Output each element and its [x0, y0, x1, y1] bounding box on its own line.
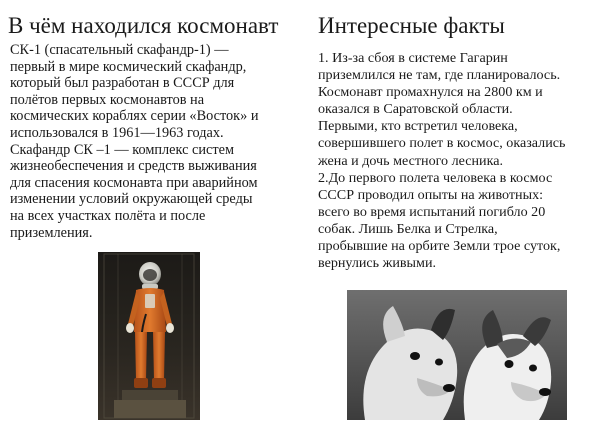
text-line: 1. Из-за сбоя в системе Гагарин	[318, 50, 508, 66]
text-line: пробывшие на орбите Земли трое суток,	[318, 238, 561, 255]
text-line: вернулись живыми.	[318, 255, 437, 272]
text-line: для спасения космонавта при аварийном	[10, 174, 258, 191]
text-line: жизнеобеспечения и средств выживания	[10, 158, 257, 175]
text-line: Космонавт промахнулся на 2800 км и	[318, 84, 543, 101]
text-line: космических кораблях серии «Восток» и	[10, 108, 259, 125]
text-line: собак. Лишь Белка и Стрелка,	[318, 220, 498, 237]
text-line: всего во время испытаний погибло 20	[318, 203, 546, 220]
text-line: Первыми, кто встретил человека,	[318, 118, 518, 135]
text-line: совершившего полет в космос, оказались	[318, 135, 566, 152]
spacesuit-photo	[98, 252, 200, 420]
text-line: Скафандр СК –1 — комплекс систем	[10, 141, 235, 158]
text-line: первый в мире космический скафандр,	[10, 58, 247, 75]
text-line: жена и дочь местного лесника.	[318, 152, 504, 169]
text-line: СК-1 (спасательный скафандр-1) —	[10, 42, 229, 58]
text-line: приземления.	[10, 224, 93, 241]
left-column-title: В чём находился космонавт	[8, 13, 279, 38]
text-line: СССР проводил опыты на животных:	[318, 186, 544, 203]
interesting-facts	[318, 50, 594, 272]
text-line: 2.До первого полета человека в космос	[318, 169, 553, 186]
text-line: приземлился не там, где планировалось.	[318, 67, 561, 84]
text-line: который был разработан в СССР для	[10, 75, 235, 92]
right-column-title: Интересные факты	[318, 13, 505, 38]
text-line: изменении условий окружающей среды	[10, 191, 253, 208]
text-line: полётов первых космонавтов на	[10, 91, 205, 108]
dogs-photo	[347, 290, 567, 420]
spacesuit-description	[10, 42, 296, 241]
text-line: оказался в Саратовской области.	[318, 101, 513, 118]
text-line: на всех участках полёта и после	[10, 207, 206, 224]
text-line: использовался в 1961—1963 годах.	[10, 124, 224, 141]
